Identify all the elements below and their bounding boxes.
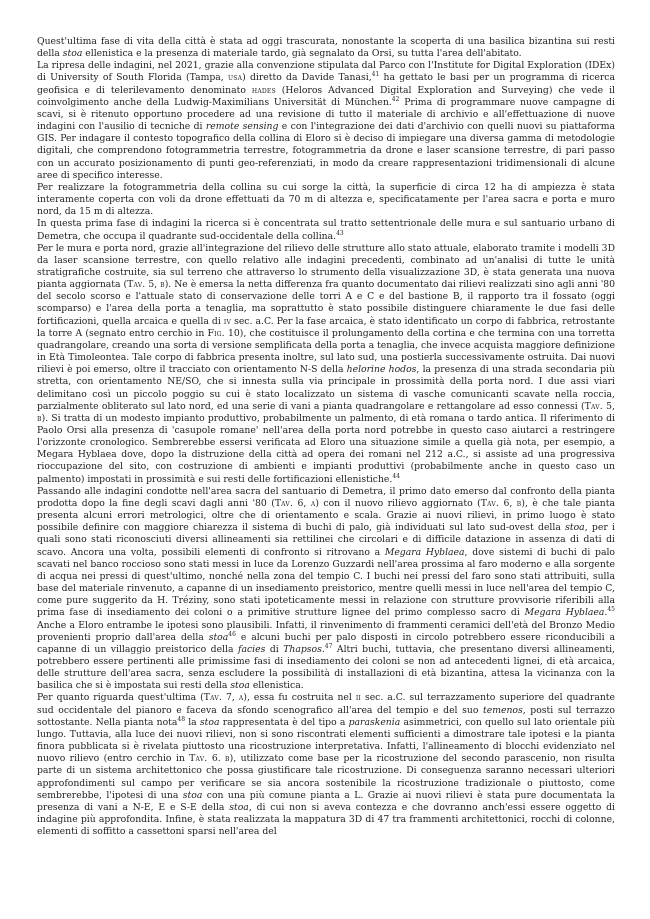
footnote-ref: 47: [324, 642, 333, 650]
text-run: Per realizzare la fotogrammetria della collina su cui sorge la città, la superficie di circa 12 ha di ampiezza è stata interamente coperta con voli da drone effettuati da 70 m di altezza e, specificatamente per l'area sacra e porta e muro nord, da 15 m di altezza.: [37, 181, 615, 218]
text-run: e con l'integrazione dei dati d'archivio con quelli nuovi su piattaforma GIS. Per indagare il contesto topografico della collina di Eloro si è deciso di impiegare una diversa gamma di metodologie digitali, che comprendono fotogrammetria terrestre, fotogrammetria da drone e laser scansione terrestre, di pari passo con un accurato posizionamento di punti geo-referenziati, in modo da creare rappresentazioni tridimensionali di alcune aree di specifico interesse.: [37, 121, 615, 181]
page-body: [37, 36, 615, 908]
text-run: .: [604, 607, 608, 619]
text-run: a: [238, 692, 244, 704]
text-run: e alcuni buchi per palo disposti in circolo potrebbero essere riconducibili a capanne di un villaggio preistorico della: [37, 631, 615, 655]
text-run: stoa: [182, 789, 203, 801]
text-run: Thapsos: [283, 643, 322, 655]
text-run: helorine hodos: [346, 364, 417, 376]
text-run: usa: [228, 72, 243, 84]
text-run: , dove sistemi di buchi di palo scavati nel banco roccioso sono stati messi in luce da Lorenzo Guzzardi nell'area prossima al faro moderno e alla sorgente di acqua nei pressi di quest'ultimo, nonché nella zona del tempio C. I buchi nei pressi del faro sono stati attribuiti, sulla base del materiale rinvenuto, a capanne di un insediamento preistorico, mentre quelli messi in luce nell'area del tempio C, come pure suggerito da H. Tréziny, sono stati ipoteticamente messi in relazione con strutture provvisorie riferibili alla prima fase di insediamento dei coloni o a primitive strutture lignee del primo complesso sacro di: [37, 546, 615, 619]
footnote-ref: 43: [336, 229, 344, 237]
text-run: stoa: [229, 801, 249, 813]
text-run: remote sensing: [205, 121, 279, 133]
text-run: , la presenza di una strada secondaria più stretta, con orientamento NE/SO, che si innesta sulla via principale in prossimità della porta nord. I due assi viari delimitano così un piccolo poggio su cui è stato localizzato un sistema di vasche comunicanti scavate nella roccia, parzialmente obliterato sul lato nord, ed una serie di vani a pianta quadrangolare e rettangolare ad esso connessi (: [37, 364, 615, 412]
text-run: Megara Hyblaea: [384, 546, 465, 558]
text-run: stoa: [230, 680, 250, 692]
footnote-ref: 45: [607, 606, 615, 614]
text-run: stoa: [62, 48, 83, 60]
text-run: 6,: [499, 497, 517, 509]
text-run: con una più comune pianta a L. Grazie ai nuovi rilievi è stata pure documentata la presenza di vani a N-E, E e S-E della: [37, 789, 615, 813]
paragraph: [37, 692, 615, 838]
text-run: ellenistica e la presenza di materiale tardo, già segnalato da Orsi, su tutta l'area dell'abitato.: [82, 48, 522, 60]
text-run: Quest'ultima fase di vita della città è stata ad oggi trascurata, nonostante la scoperta di una basilica bizantina sui resti della: [37, 36, 615, 60]
text-run: 6.: [207, 753, 226, 765]
text-run: Tav.: [189, 753, 208, 765]
text-run: b: [37, 412, 42, 424]
text-run: La ripresa delle indagini, nel 2021, grazie alla convenzione stipulata dal Parco con l'Institute for Digital Exploration (IDEx) di University of South Florida (Tampa,: [37, 60, 615, 84]
text-run: Prima di programmare nuove campagne di scavi, si è ritenuto opportuno procedere ad una revisione di tutto il materiale di archivio e all'effettuazione di nuove indagini con l'ausilio di tecniche di: [37, 96, 615, 133]
text-run: ), è che tale pianta presenta alcuni errori metrologici, oltre che di orientamento e scala. Grazie ai nuovi rilievi, in primo luogo è stato possibile definire con maggiore chiarezza il sistema di buchi di palo, già individuati sul lato sud-ovest della: [37, 497, 615, 534]
text-run: ), essa fu costruita nel: [243, 692, 356, 704]
text-run: Per quanto riguarda quest'ultima (: [37, 692, 204, 704]
text-run: Passando alle indagini condotte nell'area sacra del santuario di Demetra, il primo dato emerso dal confronto della pianta prodotta dopo la fine degli scavi dagli anni '80 (: [37, 485, 615, 509]
text-run: Megara Hyblaea: [524, 607, 605, 619]
footnote-ref: 48: [177, 715, 186, 723]
paragraph: [37, 243, 615, 486]
text-run: Fig.: [207, 327, 225, 339]
text-run: sec. a.C. sul terrazzamento superiore del quadrante sud occidentale del pianoro e faceva da sfondo scenografico all'area del tempio e del suo: [37, 692, 615, 716]
paragraph: [37, 486, 615, 693]
paragraph: [37, 36, 615, 60]
text-run: ) con il nuovo rilievo aggiornato (: [315, 497, 481, 509]
text-run: ). Si tratta di un modesto impianto produttivo, probabilmente un palmento, di età romana o tardo antica. Il riferimento di Paolo Orsi alla presenza di 'casupole romane' nell'area della porta nord potrebbe in questo caso aiutarci a restringere l'orizzonte cronologico. Sembrerebbe essersi verificata ad Eloro una situazione simile a quella già nota, per esempio, a Megara Hyblaea dove, dopo la distruzione della città ad opera dei romani nel 212 a.C., si assiste ad una progressiva rioccupazione del sito, con costruzione di ambienti e impianti produttivi (probabilmente anche in questo caso un palmento) impostati in prossimità e sui resti delle fortificazioni ellenistiche.: [37, 412, 615, 485]
text-run: ), utilizzato come base per la ricostruzione del secondo parascenio, non risulta parte di un sistema architettonico che possa giustificare tale ricostruzione. Di conseguenza saranno necessari ulteriori approfondimenti sul campo per verificare se sia ancora sostenibile la ricostruzione tradizionale o piuttosto, come sembrerebbe, l'ipotesi di una: [37, 753, 615, 801]
text-run: hades: [251, 84, 276, 96]
text-run: b: [516, 497, 522, 509]
text-run: sec. a.C. Per la fase arcaica, è stato identificato un corpo di fabbrica, retrostante la torre A (segnato entro cerchio in: [37, 315, 615, 339]
text-run: , di cui non si aveva contezza e che dovranno anch'essi essere oggetto di indagine più approfondita. Infine, è stata realizzata la mappatura 3D di 47 tra frammenti architettonici, rocchi di colonne, elementi di soffitto a cassettoni sparsi nell'area del: [37, 801, 615, 838]
text-run: 7,: [222, 692, 239, 704]
text-run: a: [310, 497, 316, 509]
text-run: 6,: [293, 497, 311, 509]
paragraph: [37, 218, 615, 242]
paragraph: [37, 182, 615, 218]
text-run: Per le mura e porta nord, grazie all'integrazione del rilievo delle strutture allo stato attuale, elaborato tramite i modelli 3D da laser scansione terrestre, con quello relativo alle indagini precedenti, combinato ad un'analisi di tutte le unità stratigrafiche costruite, sia sul terreno che attraverso lo strumento della visualizzazione 3D, è stata generata una nuova pianta aggiornata (: [37, 242, 615, 291]
text-run: rappresentata è del tipo a: [219, 716, 349, 728]
text-run: Altri buchi, tuttavia, che presentano diversi allineamenti, potrebbero essere pertinenti alle primissime fasi di insediamento dei coloni se non ad antecedenti lignei, di età arcaica, delle strutture dell'area sacra, senza escludere la possibilità di installazioni di età bizantina, attesa la vicinanza con la basilica che si è impostata sui resti della: [37, 643, 615, 692]
footnote-ref: 42: [391, 95, 400, 103]
text-run: b: [160, 279, 165, 291]
text-run: iv: [223, 315, 231, 327]
text-run: ) diretto da Davide Tanasi,: [242, 72, 372, 84]
text-run: paraskenia: [348, 716, 401, 728]
text-run: facies: [238, 643, 266, 655]
text-run: Tav.: [127, 279, 146, 291]
text-run: Anche a Eloro entrambe le ipotesi sono plausibili. Infatti, il rinvenimento di frammenti ceramici dell'età del Bronzo Medio provenienti proprio dall'area della: [37, 619, 615, 643]
text-run: 5,: [145, 279, 161, 291]
text-run: , posti sul terrazzo sottostante. Nella pianta nota: [37, 704, 615, 728]
text-run: stoa: [208, 631, 229, 643]
text-run: ellenistica.: [249, 680, 304, 692]
footnote-ref: 41: [371, 71, 380, 79]
footnote-ref: 46: [228, 630, 236, 638]
text-run: Tav.: [480, 497, 500, 509]
footnote-ref: 44: [392, 472, 400, 480]
paragraph: [37, 60, 615, 182]
text-run: .: [321, 643, 325, 655]
text-run: 5,: [602, 400, 615, 412]
text-run: b: [225, 753, 230, 765]
text-run: In questa prima fase di indagini la ricerca si è concentrata sul tratto settentrionale delle mura e sul santuario urbano di Demetra, che occupa il quadrante sud-occidentale della collina.: [37, 218, 615, 242]
text-run: stoa: [565, 522, 585, 534]
text-run: ). Ne è emersa la netta differenza fra quanto documentato dai rilievi realizzati sino agli anni '80 del secolo scorso e l'attuale stato di conservazione delle torri A e C e del bastione B, il rapporto tra il fossato (oggi scomparso) e l'area della porta a tenaglia, ma soprattutto è stato possibile distinguere chiaramente le due fasi delle fortificazioni, quella arcaica e quella di: [37, 279, 615, 327]
text-run: ha gettato le basi per un programma di ricerca geofisica e di telerilevamento denominato: [37, 72, 615, 96]
text-run: Tav.: [203, 692, 223, 704]
text-run: di: [265, 643, 284, 655]
text-run: temenos: [483, 704, 523, 716]
text-run: (Heloros Advanced Digital Exploration and Surveying) che vede il coinvolgimento anche della Ludwig-Maximilians Universität di München.: [37, 84, 615, 108]
text-run: stoa: [199, 716, 220, 728]
text-run: Tav.: [584, 400, 603, 412]
text-run: 10), che costituisce il prolungamento della cortina e che termina con una torretta quadrangolare, creando una sorta di versione semplificata della porta a tenaglia, che invece acquista maggiore definizione in Età Timoleontea. Tale corpo di fabbrica presenta inoltre, sul lato sud, una postierla successivamente ostruita. Dai nuovi rilievi è poi emerso, oltre il tracciato con orientamento N-S della: [37, 327, 615, 376]
text-run: , per i quali sono stati riconosciuti diversi allineamenti sia rettilinei che circolari e di difficile datazione in assenza di dati di scavo. Ancora una volta, possibili elementi di confronto si ritrovano a: [37, 522, 615, 558]
text-run: ii: [355, 692, 361, 704]
text-run: la: [185, 716, 200, 728]
text-run: Tav.: [274, 497, 294, 509]
text-run: asimmetrici, con quello sul lato orientale più lungo. Tuttavia, alla luce dei nuovi rilievi, non si sono riscontrati elementi sufficienti a dimostrare tale ipotesi e la pianta finora pubblicata si è rivelata piuttosto una ricostruzione interpretativa. Infatti, l'allineamento di blocchi evidenziato nel nuovo rilievo (entro cerchio in: [37, 716, 615, 765]
